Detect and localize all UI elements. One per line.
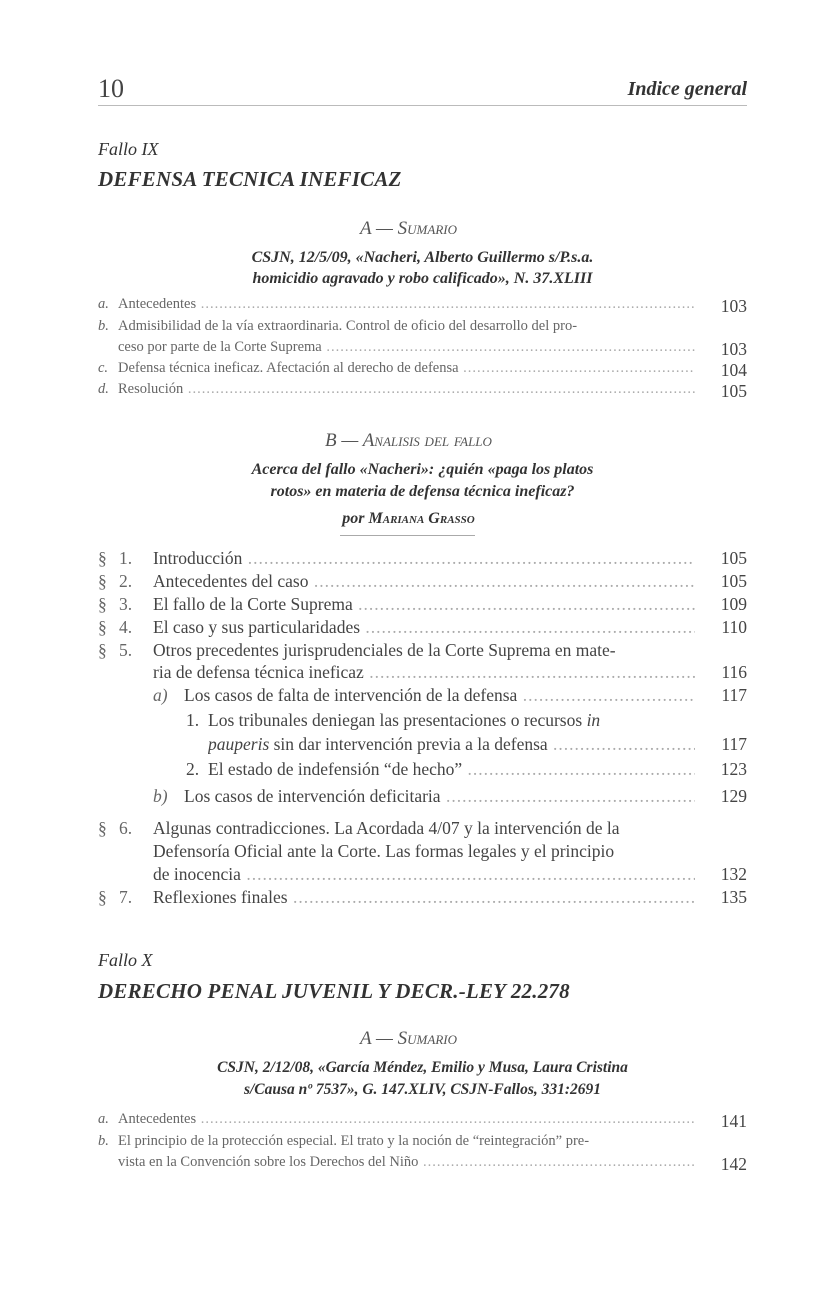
toc-entry[interactable]: § 1. Introducción ..... 105: [98, 548, 747, 572]
toc-entry[interactable]: a) Los casos de falta de intervención de la defensa ..... 117: [98, 685, 747, 709]
toc-entry[interactable]: 1. Los tribunales deniegan las presentaciones o recursos in pauperis sin dar intervención previa a la defensa ..... 117: [98, 710, 747, 758]
fallo-x-case-line-2: s/Causa nº 7537», G. 147.XLIV, CSJN-Fallos, 331:2691: [243, 1081, 602, 1098]
toc-entry[interactable]: § 7. Reflexiones finales ..... 135: [98, 887, 747, 911]
toc-entry[interactable]: d. Resolución ..... 105: [98, 381, 747, 401]
toc-entry[interactable]: 2. El estado de indefensión “de hecho” ..... 123: [98, 759, 747, 783]
fallo-ix-sumario-heading: A — Sumario: [360, 218, 457, 239]
toc-entry[interactable]: b. El principio de la protección especial. El trato y la noción de “reintegración” pre- vista en la Convención sobre los Derechos del Niño ..... 142: [98, 1133, 747, 1175]
page-number: 10: [98, 74, 124, 103]
toc-entry[interactable]: § 3. El fallo de la Corte Suprema ..... 109: [98, 594, 747, 618]
fallo-x-title: DERECHO PENAL JUVENIL Y DECR.-LEY 22.278: [98, 979, 570, 1003]
fallo-x-sumario-heading: A — Sumario: [360, 1028, 457, 1049]
toc-entry[interactable]: b) Los casos de intervención deficitaria ..... 129: [98, 786, 747, 810]
fallo-ix-title: DEFENSA TECNICA INEFICAZ: [98, 167, 402, 191]
toc-entry[interactable]: § 2. Antecedentes del caso ..... 105: [98, 571, 747, 595]
fallo-ix-case-line-2: homicidio agravado y robo calificado», N. 37.XLIII: [252, 270, 593, 287]
header-rule: [98, 105, 747, 106]
fallo-ix-analisis-heading: B — Analisis del fallo: [325, 430, 492, 451]
toc-entry[interactable]: a. Antecedentes ..... 141: [98, 1111, 747, 1131]
analisis-subtitle-line-1: Acerca del fallo «Nacheri»: ¿quién «paga los platos: [251, 461, 594, 478]
fallo-x-case-line-1: CSJN, 2/12/08, «García Méndez, Emilio y Musa, Laura Cristina: [217, 1059, 628, 1076]
byline-rule: [340, 535, 475, 536]
author-byline: por Mariana Grasso: [342, 510, 475, 527]
toc-entry[interactable]: a. Antecedentes ..... 103: [98, 296, 747, 316]
toc-entry[interactable]: b. Admisibilidad de la vía extraordinaria. Control de oficio del desarrollo del pro- ceso por parte de la Corte Suprema ..... 103: [98, 318, 747, 360]
toc-entry[interactable]: c. Defensa técnica ineficaz. Afectación al derecho de defensa ..... 104: [98, 360, 747, 380]
toc-entry[interactable]: § 4. El caso y sus particularidades ..... 110: [98, 617, 747, 641]
running-title: Indice general: [627, 78, 747, 100]
fallo-ix-label: Fallo IX: [98, 139, 159, 159]
fallo-ix-case-line-1: CSJN, 12/5/09, «Nacheri, Alberto Guillermo s/P.s.a.: [251, 249, 594, 266]
toc-entry[interactable]: § 5. Otros precedentes jurisprudenciales de la Corte Suprema en mate- ria de defensa técnica ineficaz ..... 116: [98, 640, 747, 686]
toc-entry[interactable]: § 6. Algunas contradicciones. La Acordada 4/07 y la intervención de la Defensoría Oficial ante la Corte. Las formas legales y el principio de inocencia ..... 132: [98, 818, 747, 888]
analisis-subtitle-line-2: rotos» en materia de defensa técnica ineficaz?: [270, 483, 575, 500]
fallo-x-label: Fallo X: [98, 950, 153, 970]
